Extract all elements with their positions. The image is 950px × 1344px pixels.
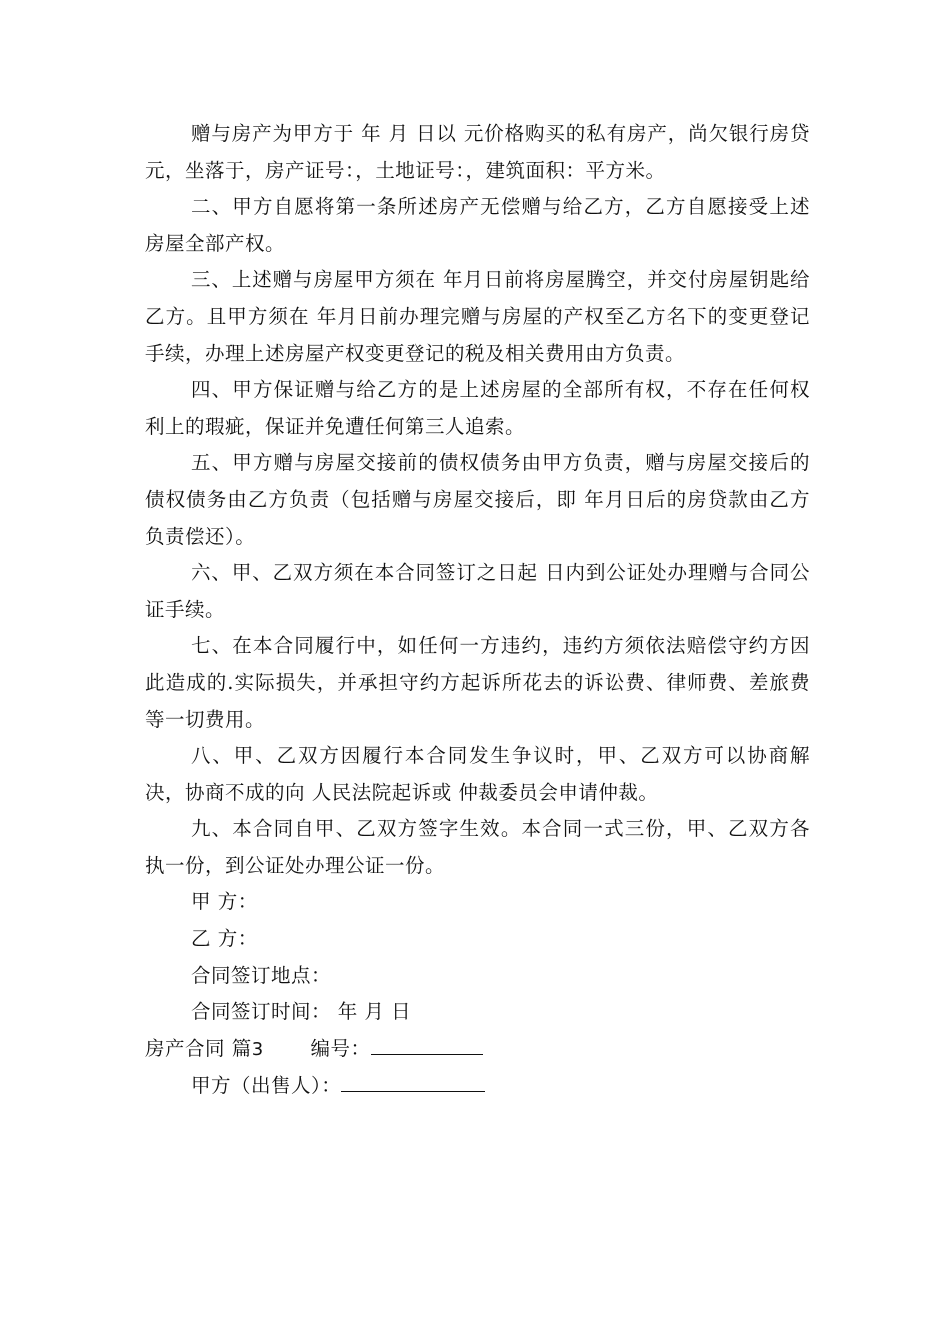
party-b-signature: 乙 方： xyxy=(191,927,258,951)
contract-number-label: 编号： xyxy=(310,1036,371,1060)
paragraph-clause-4: 四、甲方保证赠与给乙方的是上述房屋的全部所有权，不存在任何权利上的瑕疵，保证并免遭任何第三人追索。 xyxy=(145,378,810,438)
paragraph-clause-2: 二、甲方自愿将第一条所述房产无偿赠与给乙方，乙方自愿接受上述房屋全部产权。 xyxy=(145,195,810,255)
paragraph-clause-3: 三、上述赠与房屋甲方须在 年月日前将房屋腾空，并交付房屋钥匙给乙方。且甲方须在 年月日前办理完赠与房屋的产权至乙方名下的变更登记手续，办理上述房屋产权变更登记的税及相关费用由方负责。 xyxy=(145,268,810,365)
paragraph-property-description: 赠与房产为甲方于 年 月 日以 元价格购买的私有房产，尚欠银行房贷 元，坐落于，房产证号：，土地证号：，建筑面积：平方米。 xyxy=(145,122,810,182)
seller-line xyxy=(145,1068,810,1105)
seller-label: 甲方（出售人）： xyxy=(191,1074,342,1098)
paragraph-clause-7: 七、在本合同履行中，如任何一方违约，违约方须依法赔偿守约方因此造成的.实际损失，并承担守约方起诉所花去的诉讼费、律师费、差旅费等一切费用。 xyxy=(145,634,810,731)
paragraph-clause-5: 五、甲方赠与房屋交接前的债权债务由甲方负责，赠与房屋交接后的债权债务由乙方负责（包括赠与房屋交接后，即 年月日后的房贷款由乙方负责偿还）。 xyxy=(145,451,810,548)
contract-number-blank xyxy=(371,1032,483,1055)
next-contract-heading xyxy=(145,1031,810,1069)
contract-body xyxy=(145,116,810,1105)
paragraph-clause-6: 六、甲、乙双方须在本合同签订之日起 日内到公证处办理赠与合同公证手续。 xyxy=(145,561,810,621)
paragraph-clause-9: 九、本合同自甲、乙双方签字生效。本合同一式三份，甲、乙双方各执一份，到公证处办理公证一份。 xyxy=(145,817,810,877)
signing-time: 合同签订时间： 年 月 日 xyxy=(191,1000,412,1024)
next-contract-title: 房产合同 篇 xyxy=(145,1036,252,1060)
next-contract-number: 3 xyxy=(251,1038,264,1060)
paragraph-clause-8: 八、甲、乙双方因履行本合同发生争议时，甲、乙双方可以协商解决，协商不成的向 人民法院起诉或 仲裁委员会申请仲裁。 xyxy=(145,744,810,804)
seller-name-blank xyxy=(341,1069,485,1092)
party-a-signature: 甲 方： xyxy=(191,890,258,914)
signing-place: 合同签订地点： xyxy=(191,963,332,987)
